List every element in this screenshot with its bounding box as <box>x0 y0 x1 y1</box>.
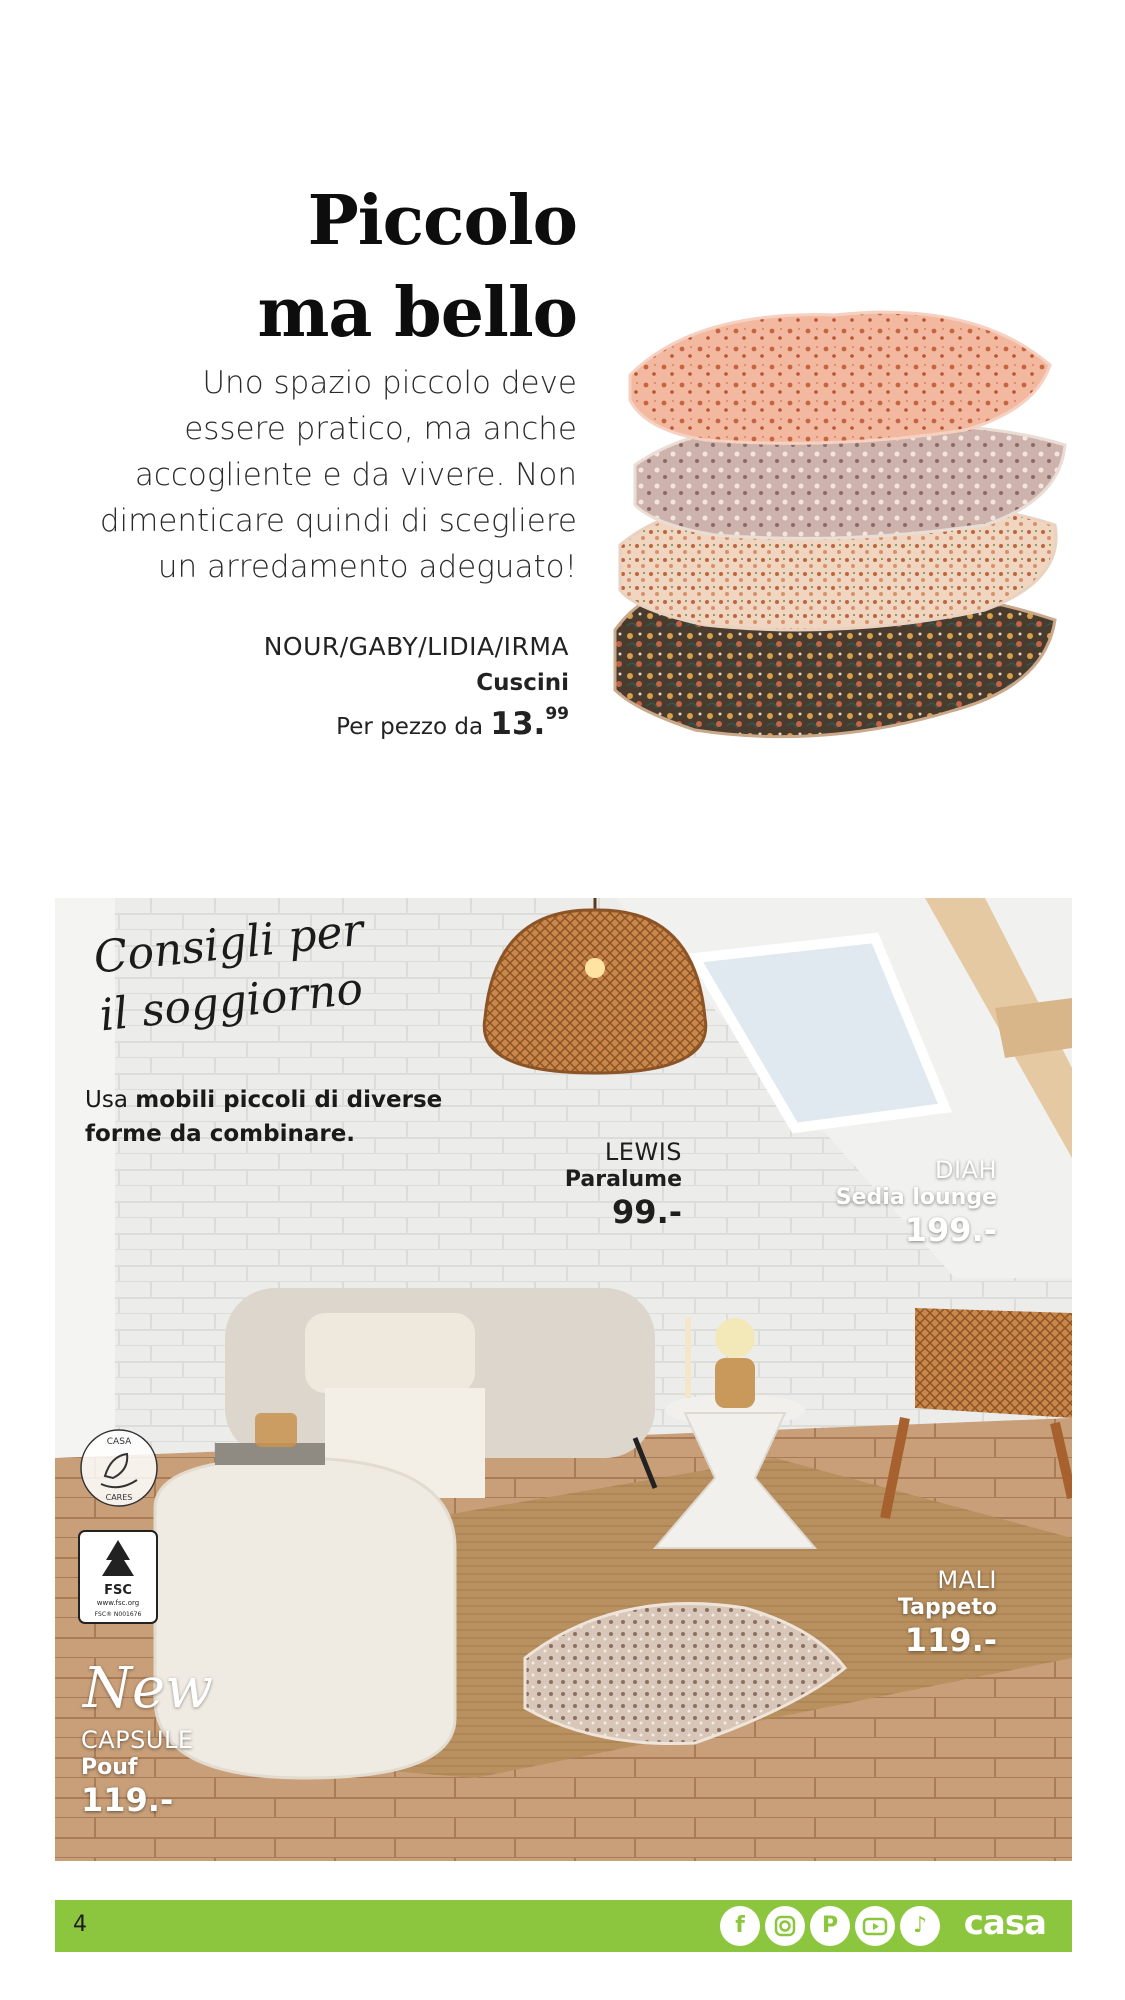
casa-cares-bottom: CARES <box>105 1493 133 1502</box>
page-headline <box>257 175 577 359</box>
tip-bold: mobili piccoli di diverse forme da combinare. <box>85 1087 443 1147</box>
mali-name: MALI <box>937 1566 997 1594</box>
page-footer <box>55 1900 1072 1952</box>
diah-price: 199.- <box>904 1211 997 1250</box>
facebook-icon[interactable]: f <box>720 1906 760 1946</box>
fsc-code: FSC® N001676 <box>94 1611 142 1618</box>
lewis-label <box>565 1138 682 1232</box>
intro-line: essere pratico, ma anche <box>184 411 577 447</box>
living-room-tip <box>85 1083 445 1151</box>
casa-cares-top: CASA <box>106 1437 132 1447</box>
price-cents: 99 <box>545 704 569 724</box>
fsc-label: FSC <box>104 1583 132 1598</box>
pillow-stack-image <box>605 290 1075 750</box>
title-line-1: Consigli per <box>91 904 366 984</box>
tip-plain: Usa <box>85 1087 136 1113</box>
youtube-icon[interactable] <box>855 1906 895 1946</box>
living-room-photo <box>55 898 1072 1861</box>
pillow-product-price <box>336 706 569 742</box>
price-main: 13. <box>490 706 546 742</box>
lewis-name: LEWIS <box>604 1138 682 1166</box>
capsule-type: Pouf <box>81 1754 138 1780</box>
headline-line-2: ma bello <box>257 273 577 353</box>
pinterest-icon[interactable]: P <box>810 1906 850 1946</box>
casa-cares-badge <box>77 1426 161 1510</box>
capsule-label <box>81 1726 193 1820</box>
fsc-badge <box>78 1530 158 1624</box>
intro-paragraph <box>57 360 577 590</box>
intro-line: accogliente e da vivere. Non <box>134 457 577 493</box>
pillow-product-type: Cuscini <box>476 670 569 696</box>
lewis-price: 99.- <box>612 1193 682 1232</box>
diah-name: DIAH <box>934 1156 997 1184</box>
mali-price: 119.- <box>904 1621 997 1660</box>
fsc-url: www.fsc.org <box>96 1599 140 1607</box>
intro-line: un arredamento adeguato! <box>157 549 577 585</box>
tiktok-icon[interactable]: ♪ <box>900 1906 940 1946</box>
diah-type: Sedia lounge <box>835 1184 997 1210</box>
mali-type: Tappeto <box>897 1594 997 1620</box>
title-line-2: il soggiorno <box>97 963 366 1042</box>
page-number: 4 <box>73 1912 87 1937</box>
price-prefix: Per pezzo da <box>336 714 484 740</box>
instagram-icon[interactable] <box>765 1906 805 1946</box>
intro-line: dimenticare quindi di scegliere <box>99 503 577 539</box>
intro-line: Uno spazio piccolo deve <box>202 365 577 401</box>
casa-logo[interactable]: casa <box>963 1903 1046 1943</box>
mali-label <box>898 1566 997 1660</box>
diah-label <box>836 1156 997 1250</box>
capsule-name: CAPSULE <box>81 1726 194 1754</box>
lewis-type: Paralume <box>564 1166 682 1192</box>
headline-line-1: Piccolo <box>307 181 577 261</box>
pillow-product-name: NOUR/GABY/LIDIA/IRMA <box>263 632 569 661</box>
new-badge: New <box>83 1656 214 1721</box>
capsule-price: 119.- <box>81 1781 174 1820</box>
